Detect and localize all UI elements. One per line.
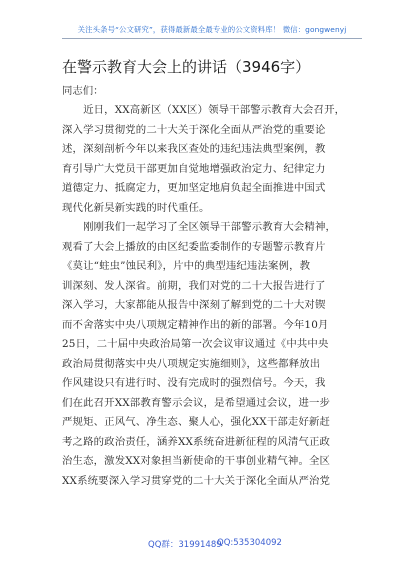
body-line: 现代化新昊新实践的时代重任。	[62, 201, 210, 214]
body-line: 深入学习，大家都能从报告中深刻了解到党的二十大对锲	[62, 299, 326, 311]
body-line: 考之路的政治责任，涵养XX系统奋进新征程的风清气正政	[62, 435, 331, 448]
body-line: 训深刻、发人深省。前期，我们对党的二十大报告进行了	[62, 279, 326, 292]
body-line: 严规矩、正风气、净生态、聚人心，强化XX干部走好新赶	[62, 416, 331, 428]
footer	[0, 538, 408, 552]
body-line: 25日，二十届中央政治局第一次会议审议通过《中共中央	[62, 338, 329, 350]
body-line: 近日，XX高新区（XX区）领导干部警示教育大会召开，	[62, 104, 346, 116]
footer-qq-contact: QQ:535304092	[217, 538, 282, 548]
body-line: 观看了大会上播放的由区纪委监委制作的专题警示教育片	[62, 240, 326, 253]
body-line: 深入学习贯彻党的二十大关于深化全面从严治党的重要论	[62, 123, 326, 136]
body-line: 而不舍落实中央八项规定精神作出的新的部署。今年10月	[62, 318, 329, 331]
body-line: 政治局贯彻落实中央八项规定实施细则》，这些都释放出	[62, 357, 321, 370]
footer-qq-group: QQ群：31991489	[148, 540, 222, 550]
body-line: 们在此召开XX部教育警示会议，是希望通过会议，进一步	[62, 396, 331, 409]
body-line: 刚刚我们一起学习了全区领导干部警示教育大会精神，	[62, 221, 337, 233]
body-line: 育引导广大党员干部更加自觉地增强政治定力、纪律定力	[62, 162, 326, 175]
body-line: XX系统要深入学习贯穿党的二十大关于深化全面从严治党	[62, 474, 331, 487]
header-divider	[62, 38, 362, 39]
body-line: 作风建设只有进行时、没有完成时的强烈信号。今天，我	[62, 377, 326, 389]
body-line: 述，深刻剖析今年以来我区查处的违纪违法典型案例，教	[62, 143, 326, 155]
body-line: 道德定力、抵腐定力，更加坚定地肩负起全面推进中国式	[62, 182, 326, 194]
body-line: 《莫让“蛀虫”蚀民利》，片中的典型违纪违法案例，教	[62, 260, 311, 272]
body-line: 治生态，激发XX对象担当新使命的干事创业精气神。全区	[62, 455, 331, 467]
salutation: 同志们：	[62, 85, 104, 97]
header-banner: 关注头条号“公文研究”，获得最新最全最专业的公文资料库！ 微信：gongwenyj	[77, 25, 347, 34]
document-title: 在警示教育大会上的讲话（3946字）	[62, 58, 311, 76]
